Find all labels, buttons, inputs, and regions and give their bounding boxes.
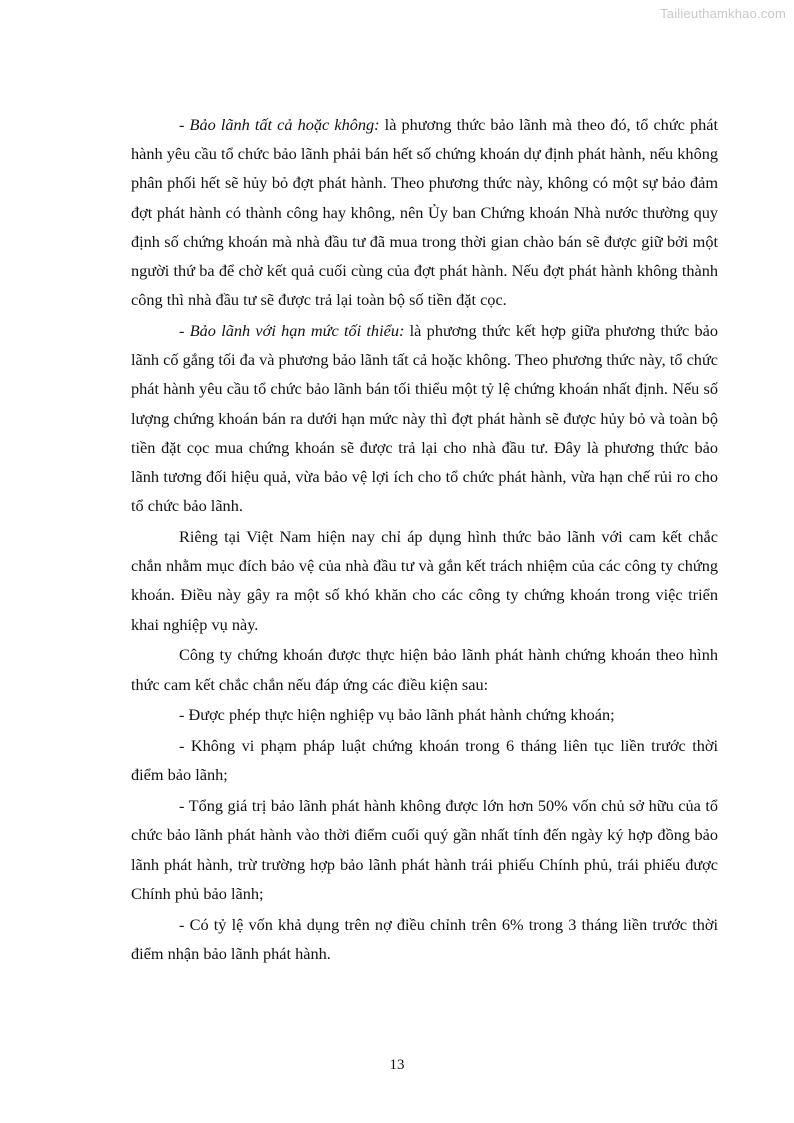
condition-item: - Tổng giá trị bảo lãnh phát hành không được lớn hơn 50% vốn chủ sở hữu của tổ chức bảo lãnh phát hành vào thời điểm cuối quý gần nhất tính đến ngày ký hợp đồng bảo lãnh phát hành, trừ trường hợp bảo lãnh phát hành trái phiếu Chính phủ, trái phiếu được Chính phủ bảo lãnh;: [131, 796, 718, 903]
term-minimum-quota: Bảo lãnh với hạn mức tối thiểu:: [189, 321, 405, 341]
paragraph-lead: -: [179, 321, 190, 341]
paragraph-lead: -: [179, 115, 190, 134]
condition-item: - Có tỷ lệ vốn khả dụng trên nợ điều chỉnh trên 6% trong 3 tháng liền trước thời điểm nhận bảo lãnh phát hành.: [131, 914, 718, 963]
condition-item: - Không vi phạm pháp luật chứng khoán trong 6 tháng liên tục liền trước thời điểm bảo lãnh;: [131, 736, 718, 785]
term-all-or-none: Bảo lãnh tất cả hoặc không:: [189, 115, 380, 134]
watermark: Tailieuthamkhao.com: [660, 6, 786, 21]
paragraph-text: là phương thức bảo lãnh mà theo đó, tổ chức phát hành yêu cầu tổ chức bảo lãnh phải bán hết số chứng khoán dự định phát hành, nếu không phân phối hết sẽ hủy bỏ đợt phát hành. Theo phương thức này, không có một sự bảo đảm đợt phát hành có thành công hay không, nên Ủy ban Chứng khoán Nhà nước thường quy định số chứng khoán mà nhà đầu tư đã mua trong thời gian chào bán sẽ được giữ bởi một người thứ ba để chờ kết quả cuối cùng của đợt phát hành. Nếu đợt phát hành không thành công thì nhà đầu tư sẽ được trả lại toàn bộ số tiền đặt cọc.: [131, 115, 718, 310]
document-body: [131, 110, 718, 968]
paragraph-text: là phương thức kết hợp giữa phương thức bảo lãnh cố gắng tối đa và phương bảo lãnh tất cả hoặc không. Theo phương thức này, tổ chức phát hành yêu cầu tổ chức bảo lãnh bán tối thiểu một tỷ lệ chứng khoán nhất định. Nếu số lượng chứng khoán bán ra dưới hạn mức này thì đợt phát hành sẽ được hủy bỏ và toàn bộ tiền đặt cọc mua chứng khoán sẽ được trả lại cho nhà đầu tư. Đây là phương thức bảo lãnh tương đối hiệu quả, vừa bảo vệ lợi ích cho tổ chức phát hành, vừa hạn chế rủi ro cho tổ chức bảo lãnh.: [131, 321, 719, 516]
paragraph-vietnam: Riêng tại Việt Nam hiện nay chỉ áp dụng hình thức bảo lãnh với cam kết chắc chắn nhằm mục đích bảo vệ của nhà đầu tư và gắn kết trách nhiệm của các công ty chứng khoán. Điều này gây ra một số khó khăn cho các công ty chứng khoán trong việc triển khai nghiệp vụ này.: [131, 527, 718, 634]
paragraph-conditions-intro: Công ty chứng khoán được thực hiện bảo lãnh phát hành chứng khoán theo hình thức cam kết chắc chắn nếu đáp ứng các điều kiện sau:: [131, 645, 718, 694]
paragraph-minimum-quota: [131, 316, 718, 520]
paragraph-all-or-none: [131, 110, 718, 314]
page-number: 13: [389, 1057, 405, 1073]
condition-item: - Được phép thực hiện nghiệp vụ bảo lãnh phát hành chứng khoán;: [179, 705, 615, 725]
